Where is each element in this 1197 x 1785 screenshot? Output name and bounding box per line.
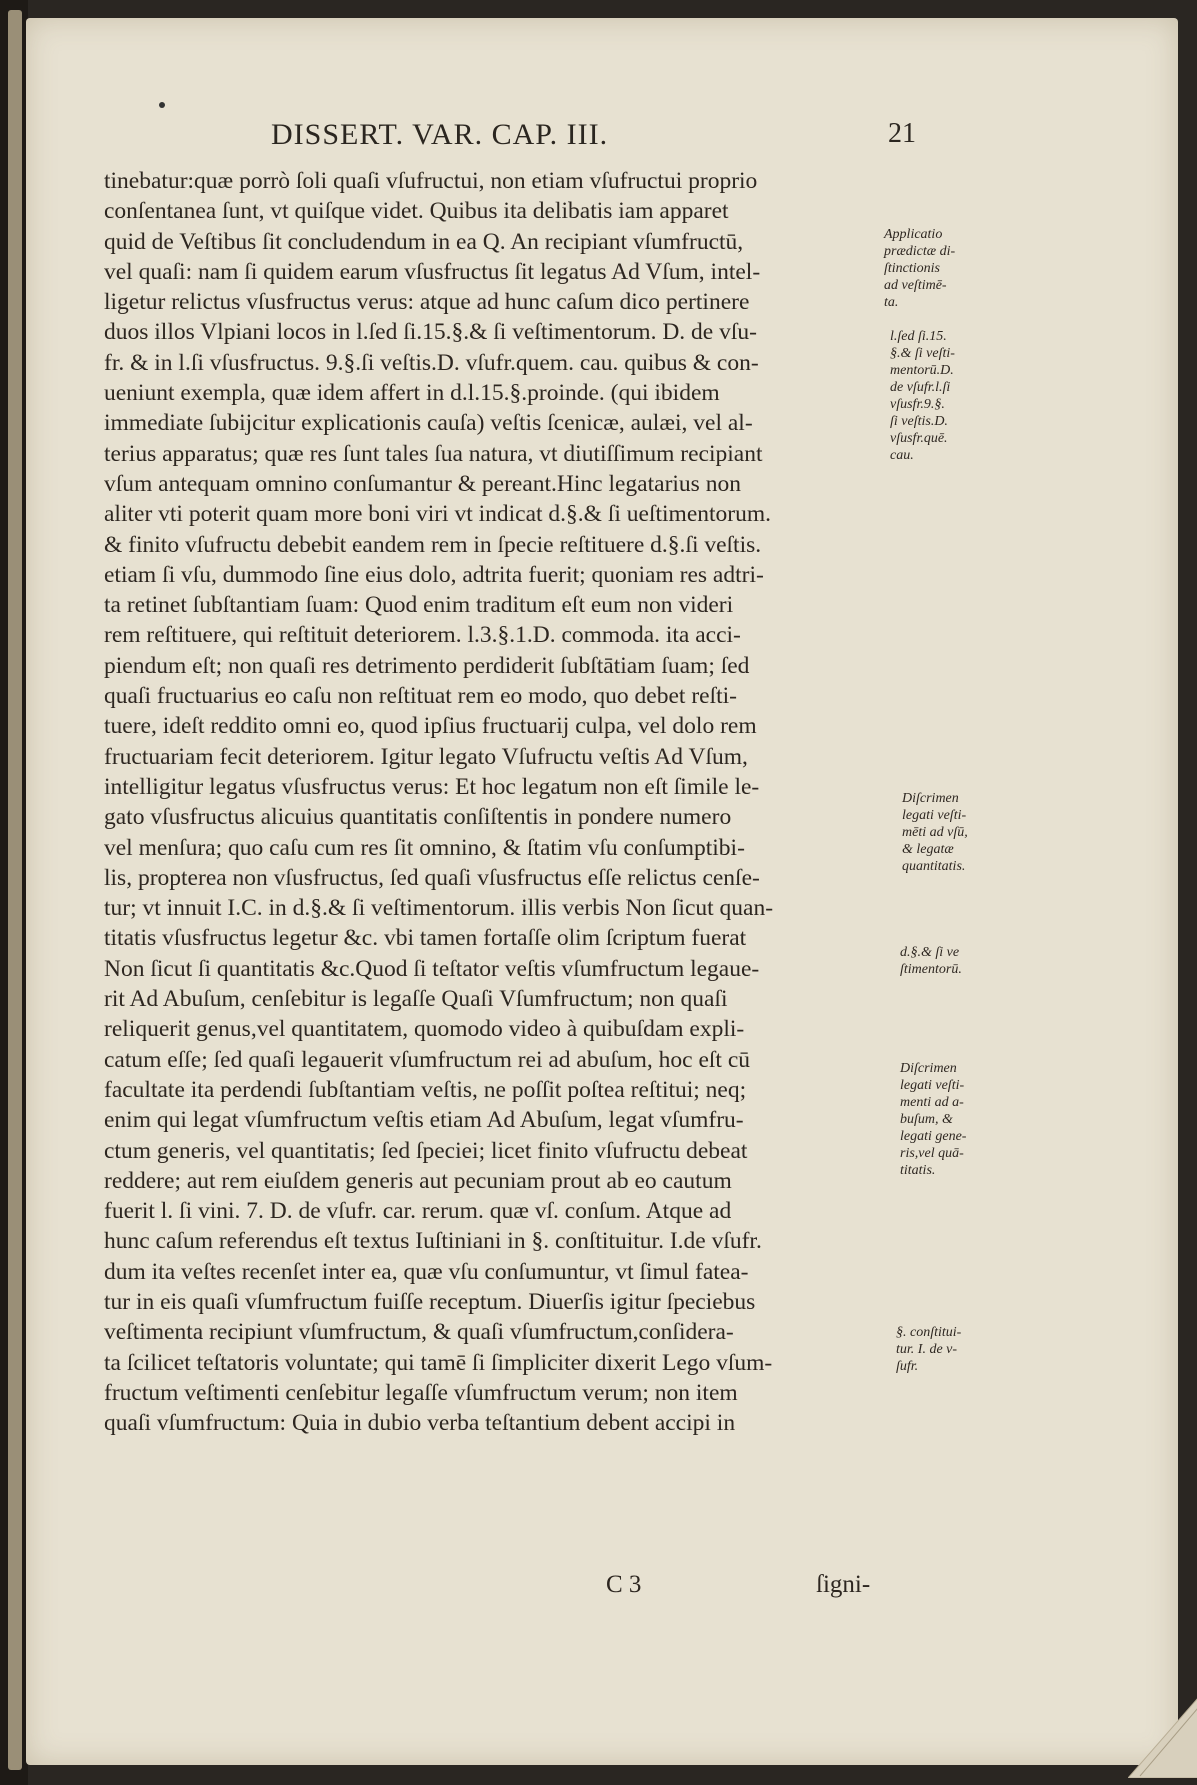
text-line: tuere, ideſt reddito omni eo, quod ipſius fructuarij culpa, vel dolo rem	[104, 713, 757, 740]
margin-note-line: Applicatio	[884, 227, 943, 242]
margin-note-line: §. conſtitui-	[896, 1325, 962, 1340]
text-line: quid de Veſtibus ſit concludendum in ea Q. An recipiant vſumfructū,	[104, 228, 744, 255]
text-line: ctum generis, vel quantitatis; ſed ſpeciei; licet finito vſufructu debeat	[104, 1137, 748, 1164]
text-line: Non ſicut ſi quantitatis &c.Quod ſi teſtator veſtis vſumfructum legaue-	[104, 955, 760, 982]
margin-note-line: ris,vel quā-	[900, 1146, 964, 1161]
margin-note-discrimen-usum	[902, 790, 968, 875]
page-number: 21	[888, 118, 916, 149]
margin-note-line: mēti ad vſū,	[902, 825, 968, 840]
margin-note-line: & legatæ	[902, 842, 954, 857]
book-page	[26, 18, 1178, 1765]
text-line: reliquerit genus,vel quantitatem, quomodo video à quibuſdam expli-	[104, 1016, 745, 1043]
text-line: gato vſusfructus alicuius quantitatis conſiſtentis in pondere numero	[104, 804, 732, 831]
text-line: titatis vſusfructus legetur &c. vbi tamen fortaſſe olim ſcriptum fuerat	[104, 925, 747, 952]
margin-note-line: ſtimentorū.	[900, 962, 962, 977]
text-line: vſum antequam omnino conſumantur & pereant.Hinc legatarius non	[104, 470, 741, 497]
margin-note-line: l.ſed ſi.15.	[890, 329, 947, 344]
text-line: immediate ſubijcitur explicationis cauſa) veſtis ſcenicæ, aulæi, vel al-	[104, 410, 753, 437]
text-line: rem reſtituere, qui reſtituit deteriorem. l.3.§.1.D. commoda. ita acci-	[104, 622, 741, 649]
text-line: fr. & in l.ſi vſusfructus. 9.§.ſi veſtis.D. vſufr.quem. cau. quibus & con-	[104, 349, 759, 376]
catchword: ſigni-	[816, 1571, 871, 1598]
margin-note-line: tur. I. de v-	[896, 1342, 958, 1357]
text-line: aliter vti poterit quam more boni viri vt indicat d.§.& ſi ueſtimentorum.	[104, 501, 772, 528]
margin-note-line: de vſufr.l.ſi	[890, 380, 951, 395]
margin-note-line: legati gene-	[900, 1129, 967, 1144]
text-line: & finito vſufructu debebit eandem rem in ſpecie reſtituere d.§.ſi veſtis.	[104, 531, 762, 558]
margin-note-line: ad veſtimē-	[884, 278, 947, 293]
text-line: ueniunt exempla, quæ idem affert in d.l.15.§.proinde. (qui ibidem	[104, 380, 720, 407]
margin-note-references	[890, 328, 955, 464]
text-line: fructum veſtimenti cenſebitur legaſſe vſumfructum verum; non item	[104, 1379, 738, 1406]
text-line: intelligitur legatus vſusfructus verus: Et hoc legatum non eſt ſimile le-	[104, 773, 760, 800]
margin-note-line: ſi veſtis.D.	[890, 414, 948, 429]
text-line: ta ſcilicet teſtatoris voluntate; qui tamē ſi ſimpliciter dixerit Lego vſum-	[104, 1349, 773, 1376]
margin-note-line: d.§.& ſi ve	[900, 945, 960, 960]
margin-note-line: Diſcrimen	[902, 791, 959, 806]
margin-note-constituitur	[896, 1324, 961, 1375]
text-line: facultate ita perdendi ſubſtantiam veſtis, ne poſſit poſtea reſtitui; neq;	[104, 1076, 747, 1103]
text-line: etiam ſi vſu, dummodo ſine eius dolo, adtrita fuerit; quoniam res adtri-	[104, 561, 764, 588]
text-line: terius apparatus; quæ res ſunt tales ſua natura, vt diutiſſimum recipiant	[104, 440, 763, 467]
margin-note-line: Diſcrimen	[900, 1061, 957, 1076]
margin-note-line: ſufr.	[896, 1359, 919, 1374]
page-corner-curl	[1128, 1698, 1197, 1778]
text-line: fructuariam fecit deteriorem. Igitur legato Vſufructu veſtis Ad Vſum,	[104, 743, 748, 770]
text-line: enim qui legat vſumfructum veſtis etiam Ad Abuſum, legat vſumfru-	[104, 1107, 744, 1134]
margin-note-line: quantitatis.	[902, 859, 966, 874]
signature-mark: C 3	[606, 1571, 642, 1598]
margin-note-line: buſum, &	[900, 1112, 953, 1127]
margin-note-line: ſtinctionis	[884, 261, 940, 276]
margin-note-d-si-vestimentorum	[900, 944, 962, 978]
text-line: fuerit l. ſi vini. 7. D. de vſufr. car. rerum. quæ vſ. conſum. Atque ad	[104, 1198, 732, 1225]
text-line: dum ita veſtes recenſet inter ea, quæ vſu conſumuntur, vt ſimul fatea-	[104, 1258, 749, 1285]
margin-note-line: legati veſti-	[900, 1078, 965, 1093]
text-line: vel menſura; quo caſu cum res ſit omnino, & ſtatim vſu conſumptibi-	[104, 834, 745, 861]
text-line: lis, propterea non vſusfructus, ſed quaſi vſusfructus eſſe relictus cenſe-	[104, 864, 760, 891]
margin-note-line: titatis.	[900, 1163, 936, 1178]
margin-note-line: cau.	[890, 448, 914, 463]
margin-note-line: vſusfr.9.§.	[890, 397, 945, 412]
text-line: reddere; aut rem eiuſdem generis aut pecuniam prout ab eo cautum	[104, 1167, 732, 1194]
margin-note-line: menti ad a-	[900, 1095, 964, 1110]
running-title: DISSERT. VAR. CAP. III.	[271, 118, 609, 151]
ink-dot	[159, 102, 165, 108]
body-text	[104, 166, 924, 1438]
text-line: piendum eſt; non quaſi res detrimento perdiderit ſubſtātiam ſuam; ſed	[104, 652, 750, 679]
margin-note-line: vſusfr.quē.	[890, 431, 948, 446]
text-line: quaſi vſumfructum: Quia in dubio verba teſtantium debent accipi in	[104, 1410, 736, 1437]
text-line: tinebatur:quæ porrò ſoli quaſi vſufructui, non etiam vſufructui proprio	[104, 168, 758, 194]
text-line: vel quaſi: nam ſi quidem earum vſusfructus ſit legatus Ad Vſum, intel-	[104, 258, 761, 285]
text-line: quaſi fructuarius eo caſu non reſtituat rem eo modo, quo debet reſti-	[104, 683, 737, 710]
text-line: ta retinet ſubſtantiam ſuam: Quod enim traditum eſt eum non videri	[104, 592, 734, 619]
margin-note-line: §.& ſi veſti-	[890, 346, 955, 361]
text-line: conſentanea ſunt, vt quiſque videt. Quibus ita delibatis iam apparet	[104, 198, 729, 225]
text-line: duos illos Vlpiani locos in l.ſed ſi.15.§.& ſi veſtimentorum. D. de vſu-	[104, 319, 757, 346]
text-line: hunc caſum referendus eſt textus Iuſtiniani in §. conſtituitur. I.de vſufr.	[104, 1228, 762, 1255]
margin-note-line: prædictæ di-	[884, 244, 956, 259]
margin-note-line: mentorū.D.	[890, 363, 954, 378]
text-line: catum eſſe; ſed quaſi legauerit vſumfructum rei ad abuſum, hoc eſt cū	[104, 1046, 751, 1073]
text-line: ligetur relictus vſusfructus verus: atque ad hunc caſum dico pertinere	[104, 289, 750, 316]
text-line: veſtimenta recipiunt vſumfructum, & quaſi vſumfructum,conſidera-	[104, 1319, 734, 1346]
margin-note-line: legati veſti-	[902, 808, 967, 823]
margin-note-application	[884, 226, 955, 311]
text-line: tur; vt innuit I.C. in d.§.& ſi veſtimentorum. illis verbis Non ſicut quan-	[104, 895, 774, 922]
text-line: tur in eis quaſi vſumfructum fuiſſe receptum. Diuerſis igitur ſpeciebus	[104, 1288, 756, 1315]
margin-note-discrimen-abusum	[900, 1060, 966, 1179]
book-spine	[8, 10, 22, 1770]
margin-note-line: ta.	[884, 295, 899, 310]
text-line: rit Ad Abuſum, cenſebitur is legaſſe Quaſi Vſumfructum; non quaſi	[104, 986, 728, 1013]
